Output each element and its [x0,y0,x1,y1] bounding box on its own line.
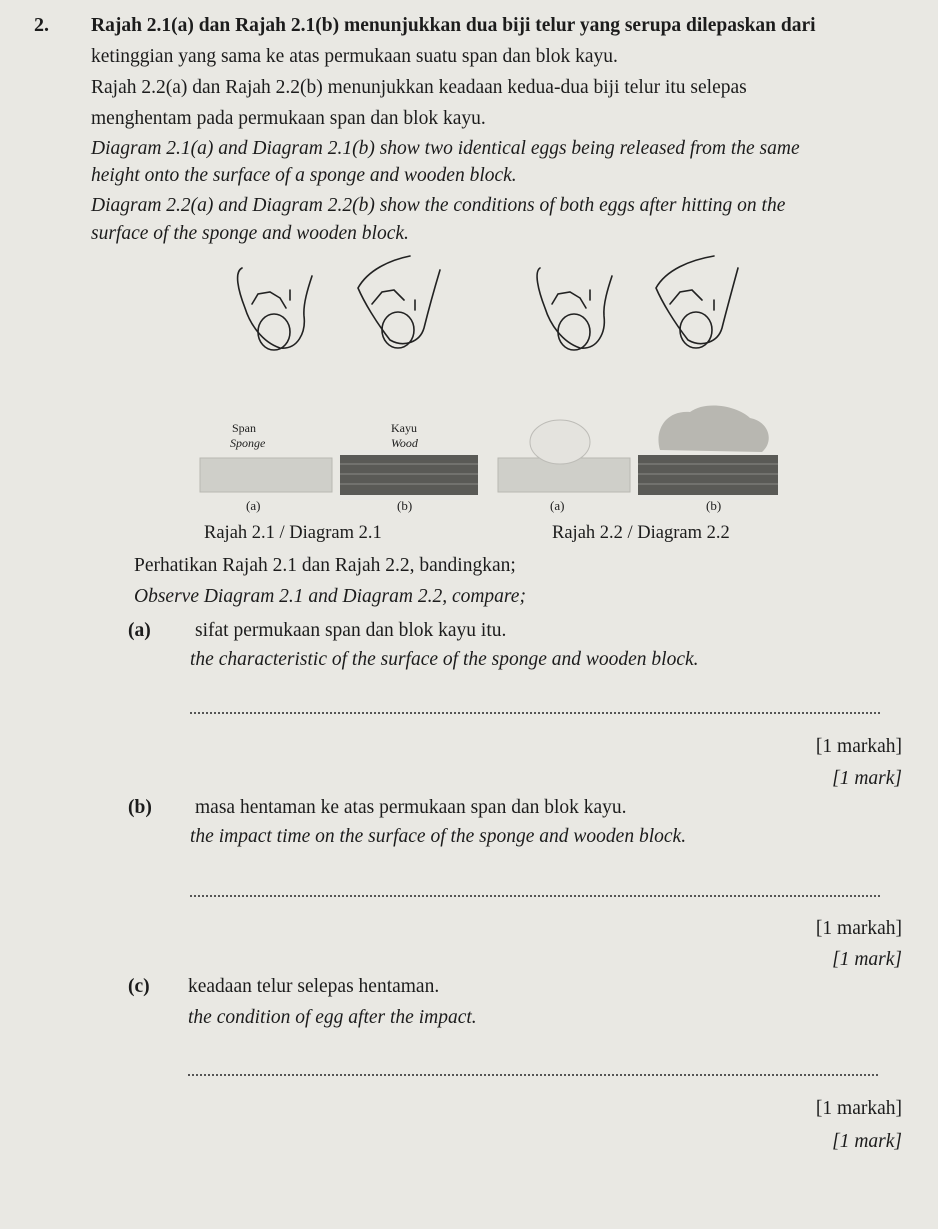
part-b-answer-line[interactable] [190,895,880,897]
intro-line-6: height onto the surface of a sponge and wooden block. [91,165,517,186]
part-c-mark-ms: [1 markah] [815,1098,902,1119]
sponge-label-en: Sponge [230,436,266,450]
intro-line-1: Rajah 2.1(a) dan Rajah 2.1(b) menunjukkan dua biji telur yang serupa dilepaskan dari [91,15,816,36]
intro-line-3: Rajah 2.2(a) dan Rajah 2.2(b) menunjukkan keadaan kedua-dua biji telur itu selepas [91,77,747,98]
instruction-en: Observe Diagram 2.1 and Diagram 2.2, compare; [134,586,526,607]
sponge-label-ms: Span [232,421,256,435]
part-c-mark-en: [1 mark] [832,1131,902,1152]
part-b-mark-en: [1 mark] [832,949,902,970]
part-b-ms: masa hentaman ke atas permukaan span dan blok kayu. [195,797,627,818]
intro-line-7: Diagram 2.2(a) and Diagram 2.2(b) show the conditions of both eggs after hitting on the [91,195,786,216]
part-a-en: the characteristic of the surface of the sponge and wooden block. [190,649,699,670]
diagram-21-sub-b: (b) [397,498,413,513]
wood-block-22 [638,455,778,495]
intro-line-8: surface of the sponge and wooden block. [91,223,409,244]
wood-block-21 [340,455,478,495]
hand-holding-egg-2 [358,256,440,348]
hand-holding-egg-3 [537,268,612,350]
diagram-21-sub-a: (a) [246,498,261,513]
wood-label-en: Wood [391,436,418,450]
part-a-answer-line[interactable] [190,712,880,714]
instruction-ms: Perhatikan Rajah 2.1 dan Rajah 2.2, bandingkan; [134,555,516,576]
hand-holding-egg-1 [238,268,312,350]
part-a-mark-ms: [1 markah] [815,736,902,757]
question-number: 2. [34,14,49,36]
part-b-en: the impact time on the surface of the sponge and wooden block. [190,826,687,847]
diagram-22-sub-b: (b) [706,498,722,513]
part-b-mark-ms: [1 markah] [815,918,902,939]
part-a-ms: sifat permukaan span dan blok kayu itu. [195,620,507,641]
part-a-mark-en: [1 mark] [832,768,902,789]
intact-egg [530,420,590,464]
egg-drop-diagram [190,250,790,520]
caption-diagram-21: Rajah 2.1 / Diagram 2.1 [204,523,382,543]
part-a-label: (a) [128,620,151,641]
intro-line-5: Diagram 2.1(a) and Diagram 2.1(b) show two identical eggs being released from the same [91,138,800,159]
sponge-block-21 [200,458,332,492]
part-c-label: (c) [128,976,150,997]
wood-label-ms: Kayu [391,421,417,435]
caption-diagram-22: Rajah 2.2 / Diagram 2.2 [552,523,730,543]
part-b-label: (b) [128,797,152,818]
part-c-en: the condition of egg after the impact. [188,1007,477,1028]
part-c-ms: keadaan telur selepas hentaman. [188,976,440,997]
intro-line-2: ketinggian yang sama ke atas permukaan suatu span dan blok kayu. [91,46,618,67]
hand-holding-egg-4 [656,256,738,348]
diagram-22-sub-a: (a) [550,498,565,513]
intro-line-4: menghentam pada permukaan span dan blok kayu. [91,108,486,129]
part-c-answer-line[interactable] [188,1074,878,1076]
broken-egg [658,405,768,452]
